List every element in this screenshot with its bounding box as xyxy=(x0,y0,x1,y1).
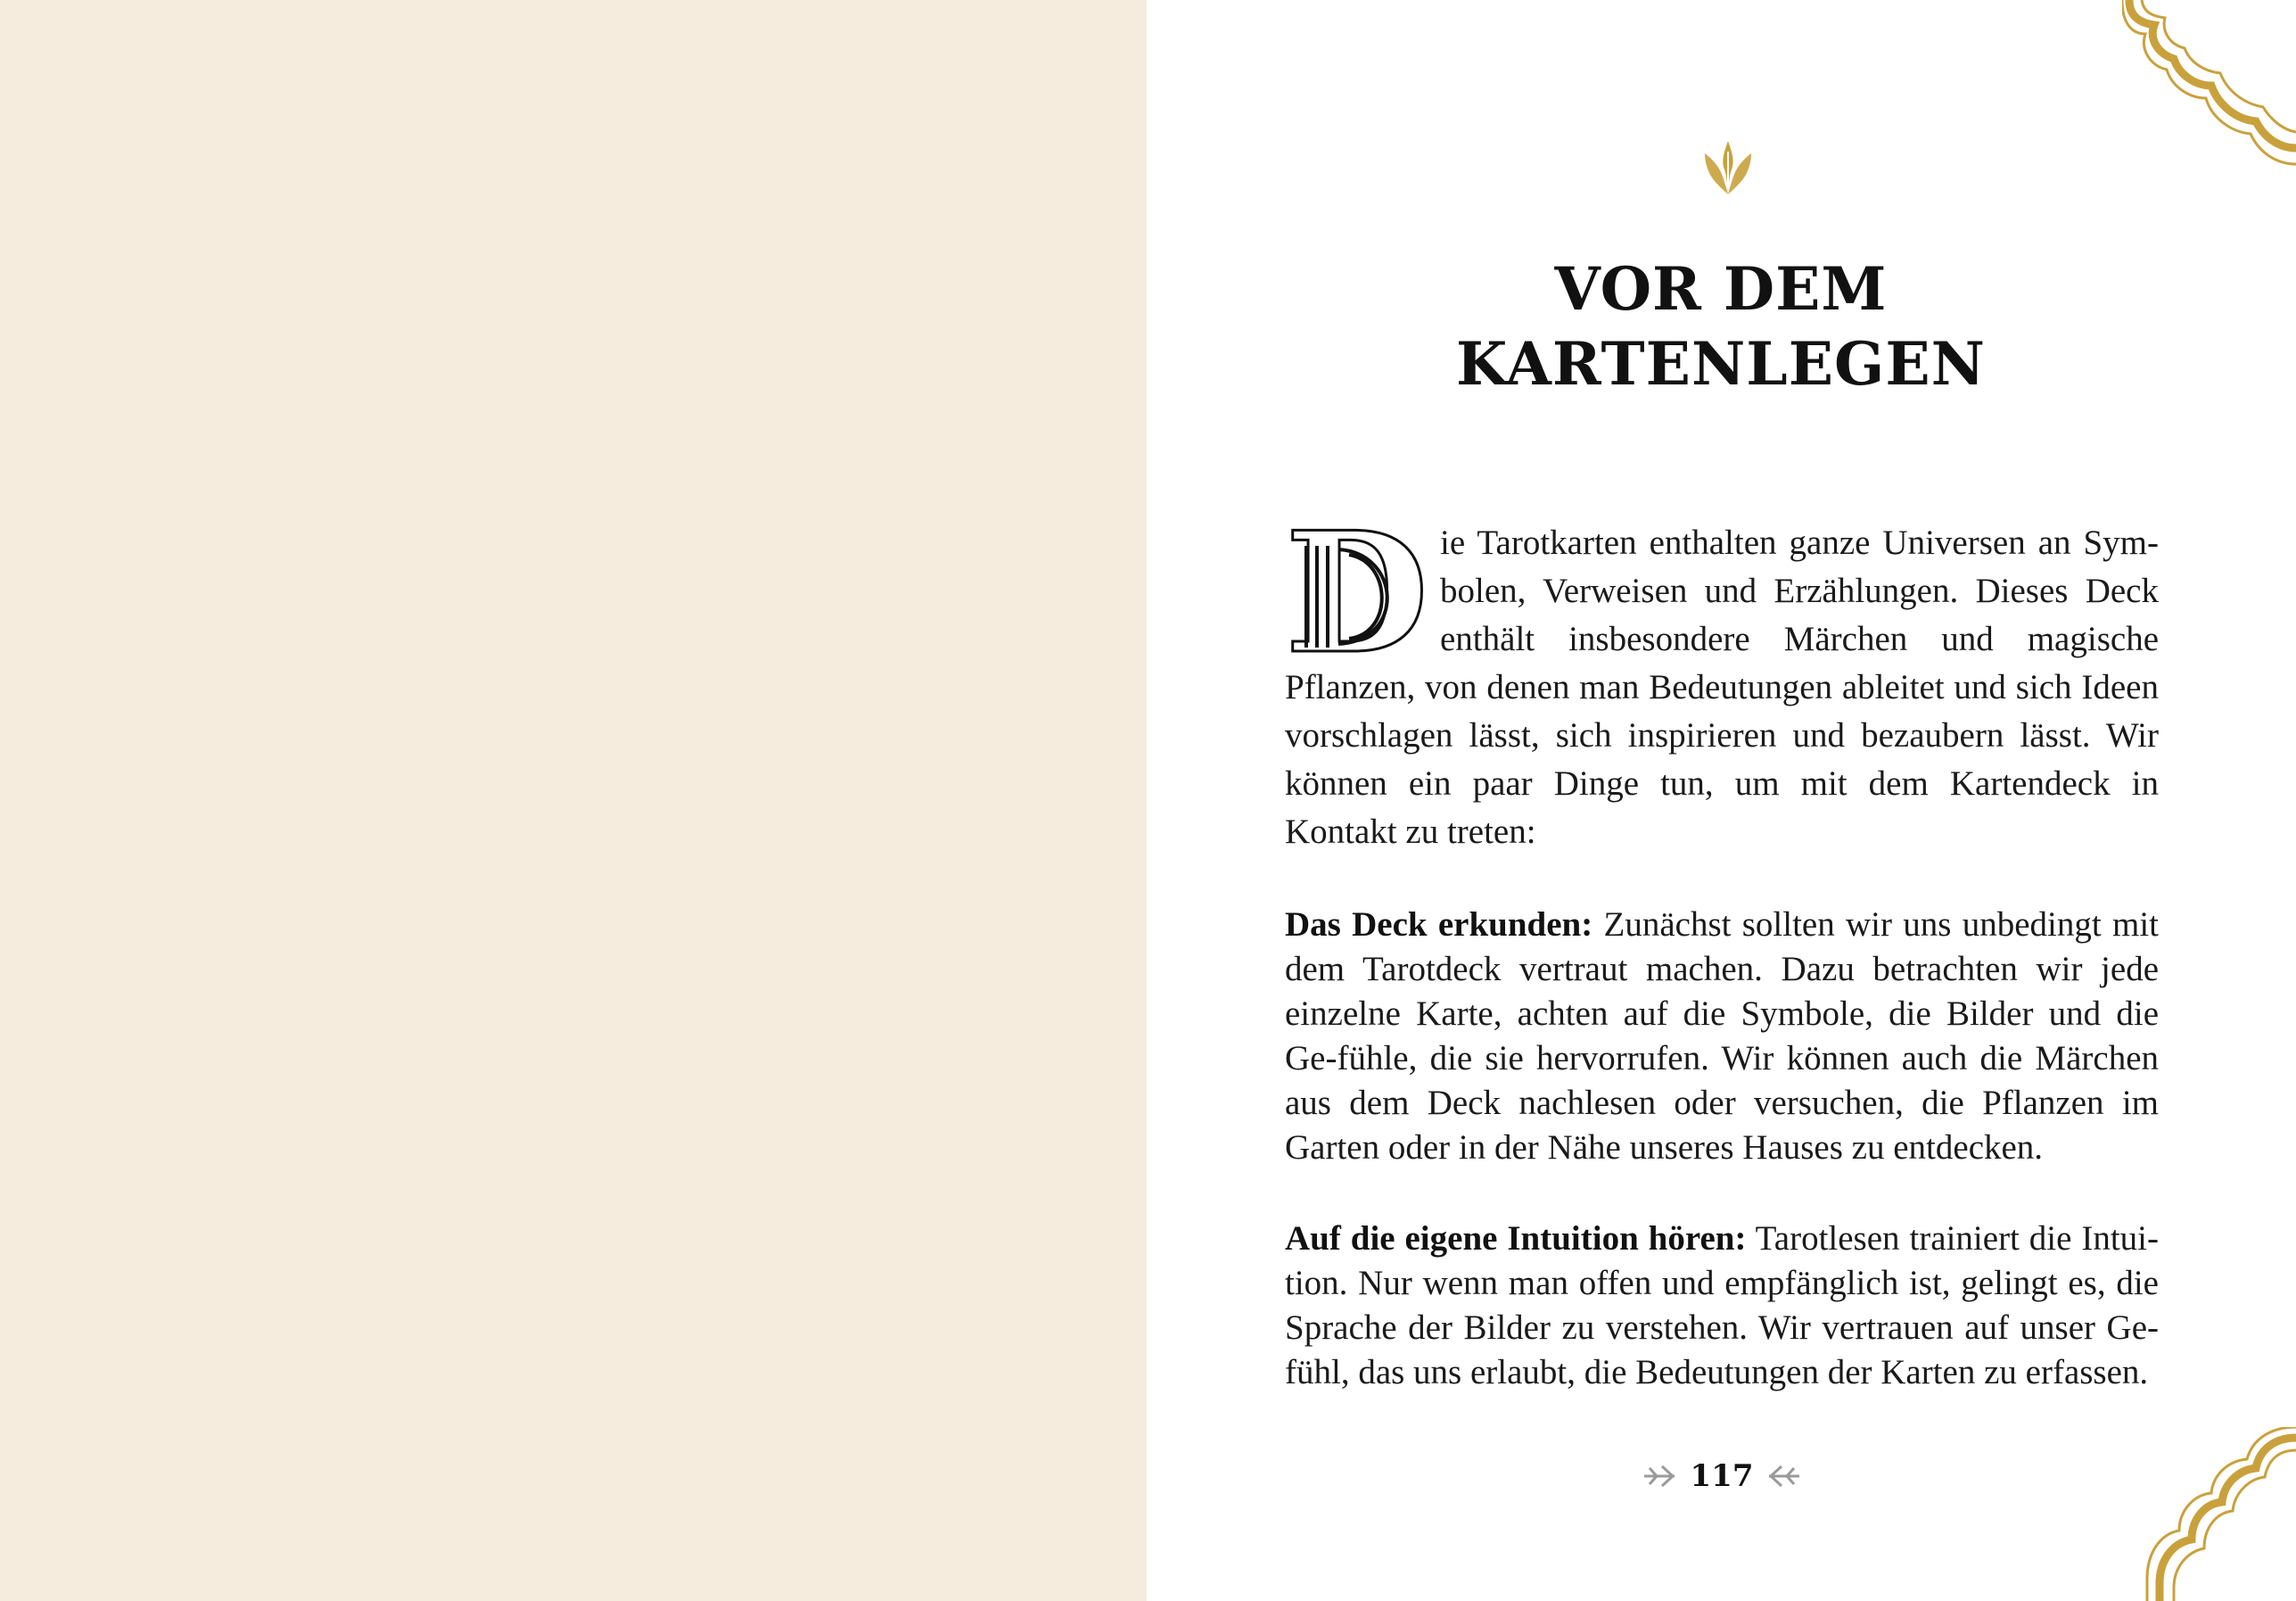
page-number: 117 xyxy=(1690,1458,1754,1494)
left-page-blank xyxy=(0,0,1147,1601)
body-text xyxy=(1285,519,2159,1395)
arrow-ornament-left-icon xyxy=(1642,1463,1676,1490)
section-intuition xyxy=(1285,1217,2159,1395)
section-heading: Das Deck erkunden: xyxy=(1285,905,1593,944)
arrow-ornament-right-icon xyxy=(1767,1463,1801,1490)
page-footer xyxy=(1641,1454,1803,1498)
lotus-flame-ornament-icon xyxy=(1701,139,1755,196)
chapter-title-line-1: VOR DEM xyxy=(1554,254,1888,325)
section-deck-erkunden xyxy=(1285,903,2159,1170)
intro-text: ie Tarotkarten enthalten ganze Universen an Sym-bolen, Verweisen und Erzählungen. Dieses Deck enthält insbesondere Märchen und magische Pflanzen, von denen man Bedeutungen ableitet und sich Ideen vorschlagen lässt, sich inspirieren und bezaubern lässt. Wir können ein paar Dinge tun, um mit dem Kartendeck in Kontakt zu treten: xyxy=(1285,524,2159,851)
section-text: Zunächst sollten wir uns unbedingt mit dem Tarotdeck vertraut machen. Dazu betrachten wir jede einzelne Karte, achten auf die Symbole, die Bilder und die Ge-fühle, die sie hervorrufen. Wir können auch die Märchen aus dem Deck nachlesen oder versuchen, die Pflanzen im Garten oder in der Nähe unseres Hauses zu entdecken. xyxy=(1285,905,2159,1167)
section-text: Tarotlesen trainiert die Intui-tion. Nur wenn man offen und empfänglich ist, gelingt es, die Sprache der Bilder zu verstehen. Wir vertrauen auf unser Ge-fühl, das uns erlaubt, die Bedeutungen der Karten zu erfassen. xyxy=(1285,1219,2160,1391)
intro-paragraph xyxy=(1285,519,2159,856)
corner-ornament-top-icon xyxy=(2122,0,2296,174)
chapter-title xyxy=(1284,252,2158,401)
drop-cap-letter: D xyxy=(1285,528,1429,662)
drop-cap-d xyxy=(1285,528,1431,662)
section-heading: Auf die eigene Intuition hören: xyxy=(1285,1219,1747,1258)
chapter-title-line-2: KARTENLEGEN xyxy=(1455,329,1987,400)
corner-ornament-bottom-icon xyxy=(2140,1427,2296,1601)
